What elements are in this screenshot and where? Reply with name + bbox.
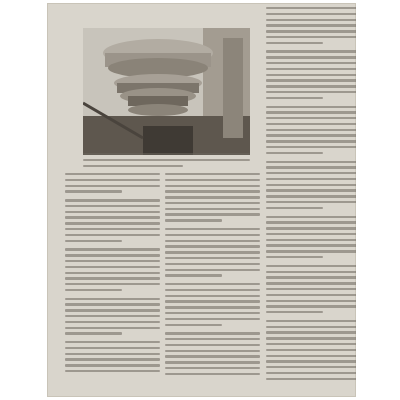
text-line bbox=[65, 266, 160, 268]
text-line bbox=[165, 350, 260, 352]
text-line bbox=[266, 24, 356, 26]
text-line bbox=[266, 221, 356, 223]
text-line bbox=[65, 260, 160, 262]
text-line bbox=[65, 228, 160, 230]
text-line bbox=[266, 276, 356, 278]
text-line bbox=[266, 271, 356, 273]
text-line bbox=[266, 207, 323, 209]
text-line bbox=[165, 190, 260, 192]
text-line bbox=[266, 300, 356, 302]
text-line bbox=[165, 373, 260, 375]
text-line bbox=[165, 324, 222, 326]
text-line bbox=[165, 251, 260, 253]
text-line bbox=[65, 199, 160, 201]
text-line bbox=[65, 303, 160, 305]
text-line bbox=[266, 85, 356, 87]
text-line bbox=[65, 222, 160, 224]
text-line bbox=[65, 173, 160, 175]
text-line bbox=[266, 178, 356, 180]
text-line bbox=[65, 283, 160, 285]
text-line bbox=[266, 7, 356, 9]
text-line bbox=[266, 233, 356, 235]
text-line bbox=[165, 361, 260, 363]
text-line bbox=[266, 166, 356, 168]
text-line bbox=[266, 30, 356, 32]
text-line bbox=[266, 42, 323, 44]
text-line bbox=[266, 117, 356, 119]
text-line bbox=[266, 311, 323, 313]
text-line bbox=[266, 62, 356, 64]
text-line bbox=[266, 36, 356, 38]
text-line bbox=[266, 288, 356, 290]
text-line bbox=[266, 13, 356, 15]
text-line bbox=[165, 173, 260, 175]
photo-caption bbox=[83, 153, 250, 170]
text-line bbox=[165, 274, 222, 276]
text-line bbox=[165, 179, 260, 181]
text-line bbox=[266, 106, 356, 108]
text-column-left bbox=[65, 173, 160, 376]
text-line bbox=[266, 184, 356, 186]
text-line bbox=[165, 228, 260, 230]
text-line bbox=[165, 344, 260, 346]
text-line bbox=[165, 338, 260, 340]
magazine-page bbox=[47, 3, 356, 397]
text-line bbox=[266, 244, 356, 246]
text-line bbox=[65, 341, 160, 343]
text-line bbox=[266, 97, 323, 99]
text-line bbox=[165, 269, 260, 271]
text-line bbox=[266, 50, 356, 52]
text-line bbox=[65, 364, 160, 366]
text-line bbox=[266, 265, 356, 267]
text-line bbox=[266, 56, 356, 58]
text-line bbox=[266, 201, 356, 203]
text-line bbox=[266, 161, 356, 163]
text-line bbox=[165, 312, 260, 314]
text-line bbox=[165, 295, 260, 297]
text-line bbox=[65, 205, 160, 207]
text-line bbox=[165, 196, 260, 198]
text-line bbox=[266, 282, 356, 284]
text-line bbox=[165, 318, 260, 320]
text-line bbox=[266, 140, 356, 142]
text-line bbox=[65, 370, 160, 372]
text-line bbox=[266, 305, 356, 307]
text-line bbox=[266, 320, 356, 322]
text-line bbox=[65, 216, 160, 218]
text-line bbox=[266, 195, 356, 197]
text-line bbox=[65, 315, 160, 317]
text-line bbox=[65, 321, 160, 323]
text-line bbox=[165, 300, 260, 302]
text-line bbox=[65, 358, 160, 360]
text-line bbox=[266, 331, 356, 333]
text-column-right bbox=[266, 7, 356, 383]
text-line bbox=[165, 208, 260, 210]
text-line bbox=[266, 343, 356, 345]
bunker-illustration bbox=[83, 28, 250, 155]
text-line bbox=[65, 289, 122, 291]
text-line bbox=[266, 326, 356, 328]
text-line bbox=[266, 123, 356, 125]
text-line bbox=[266, 256, 323, 258]
text-line bbox=[165, 257, 260, 259]
text-line bbox=[65, 179, 160, 181]
text-line bbox=[65, 248, 160, 250]
text-line bbox=[266, 250, 356, 252]
text-line bbox=[266, 378, 356, 380]
text-line bbox=[65, 234, 160, 236]
text-line bbox=[65, 190, 122, 192]
text-line bbox=[65, 240, 122, 242]
text-line bbox=[165, 263, 260, 265]
text-line bbox=[266, 366, 356, 368]
text-line bbox=[266, 79, 356, 81]
text-line bbox=[65, 277, 160, 279]
text-line bbox=[266, 172, 356, 174]
text-line bbox=[266, 152, 323, 154]
text-column-middle bbox=[165, 173, 260, 379]
text-line bbox=[266, 294, 356, 296]
text-line bbox=[65, 353, 160, 355]
text-line bbox=[165, 367, 260, 369]
text-line bbox=[266, 216, 356, 218]
text-line bbox=[165, 306, 260, 308]
text-line bbox=[266, 360, 356, 362]
text-line bbox=[65, 332, 122, 334]
text-line bbox=[266, 74, 356, 76]
text-line bbox=[266, 239, 356, 241]
text-line bbox=[266, 91, 356, 93]
text-line bbox=[65, 272, 160, 274]
text-line bbox=[266, 146, 356, 148]
text-line bbox=[65, 298, 160, 300]
text-line bbox=[165, 234, 260, 236]
text-line bbox=[165, 355, 260, 357]
text-line bbox=[266, 129, 356, 131]
text-line bbox=[266, 68, 356, 70]
text-line bbox=[165, 240, 260, 242]
text-line bbox=[65, 185, 160, 187]
text-line bbox=[266, 372, 356, 374]
text-line bbox=[266, 189, 356, 191]
text-line bbox=[266, 337, 356, 339]
text-line bbox=[266, 355, 356, 357]
text-line bbox=[266, 111, 356, 113]
text-line bbox=[65, 254, 160, 256]
text-line bbox=[165, 219, 222, 221]
text-line bbox=[165, 185, 260, 187]
text-line bbox=[65, 309, 160, 311]
text-line bbox=[165, 202, 260, 204]
text-line bbox=[165, 289, 260, 291]
text-line bbox=[266, 134, 356, 136]
text-line bbox=[165, 245, 260, 247]
bunker-photo bbox=[83, 28, 250, 155]
text-line bbox=[65, 347, 160, 349]
text-line bbox=[65, 211, 160, 213]
text-line bbox=[266, 227, 356, 229]
text-line bbox=[266, 19, 356, 21]
text-line bbox=[65, 327, 160, 329]
text-line bbox=[165, 213, 260, 215]
text-line bbox=[165, 283, 260, 285]
text-line bbox=[266, 349, 356, 351]
text-line bbox=[165, 332, 260, 334]
